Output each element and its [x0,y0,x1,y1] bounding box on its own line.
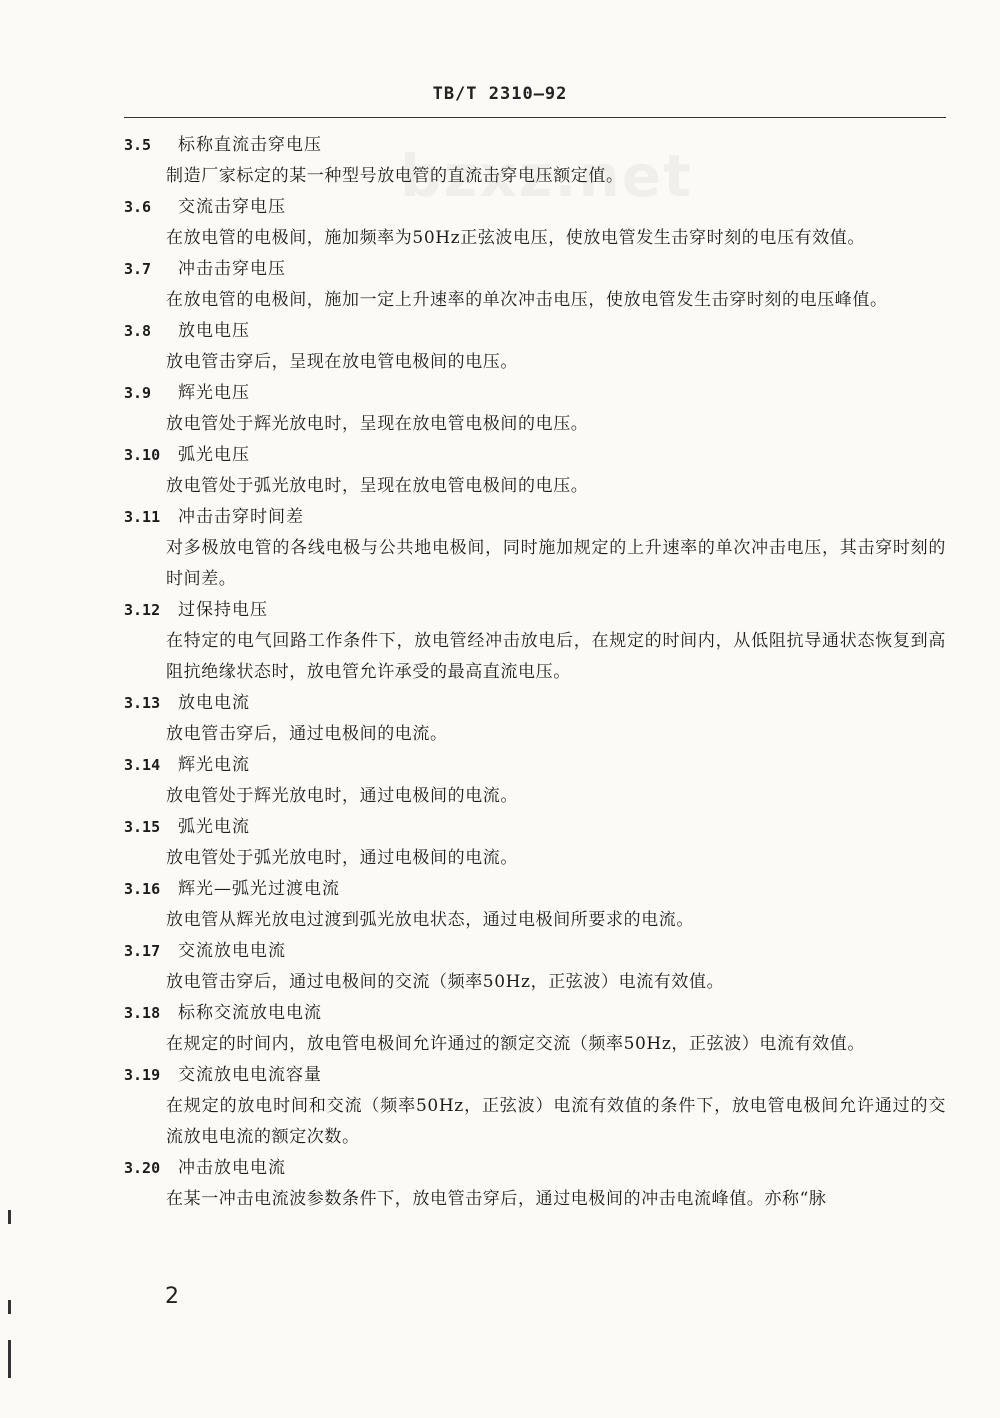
entry-number: 3.18 [124,1004,161,1022]
definition-entry [124,936,946,998]
entry-description: 在规定的放电时间和交流（频率50Hz，正弦波）电流有效值的条件下，放电管电极间允许通过的交流放电电流的额定次数。 [166,1096,946,1147]
entry-description: 放电管处于弧光放电时，呈现在放电管电极间的电压。 [166,476,589,496]
entry-description: 制造厂家标定的某一种型号放电管的直流击穿电压额定值。 [166,166,624,186]
entry-term: 冲击放电电流 [178,1158,286,1178]
entry-term: 冲击击穿电压 [178,259,286,279]
entry-term: 交流放电电流容量 [178,1065,322,1085]
definition-entry [124,192,946,254]
definition-entry [124,874,946,936]
entry-description: 放电管击穿后，通过电极间的电流。 [166,724,448,744]
entry-description: 在特定的电气回路工作条件下，放电管经冲击放电后，在规定的时间内，从低阻抗导通状态恢复到高阻抗绝缘状态时，放电管允许承受的最高直流电压。 [166,631,946,682]
definition-entry [124,502,946,595]
entry-description: 在放电管的电极间，施加频率为50Hz正弦波电压，使放电管发生击穿时刻的电压有效值。 [166,228,866,248]
page-number: 2 [165,1284,179,1309]
entry-description: 放电管击穿后，通过电极间的交流（频率50Hz，正弦波）电流有效值。 [166,972,725,992]
entry-number: 3.10 [124,446,161,464]
scan-edge-mark [8,1210,11,1224]
entry-term: 放电电压 [178,321,250,341]
definition-entry [124,1060,946,1153]
entry-number: 3.19 [124,1066,161,1084]
entry-number: 3.7 [124,260,152,278]
entry-term: 过保持电压 [178,600,268,620]
definition-entry [124,130,946,192]
entry-term: 放电电流 [178,693,250,713]
entry-description: 放电管从辉光放电过渡到弧光放电状态，通过电极间所要求的电流。 [166,910,694,930]
entry-term: 辉光电流 [178,755,250,775]
entry-number: 3.5 [124,136,152,154]
entry-term: 弧光电压 [178,445,250,465]
entry-description: 放电管处于弧光放电时，通过电极间的电流。 [166,848,518,868]
entry-number: 3.14 [124,756,161,774]
entry-number: 3.8 [124,322,152,340]
definition-entry [124,750,946,812]
entry-number: 3.13 [124,694,161,712]
entry-number: 3.15 [124,818,161,836]
entry-term: 交流放电电流 [178,941,286,961]
entry-term: 标称直流击穿电压 [178,135,322,155]
entry-description: 在规定的时间内，放电管电极间允许通过的额定交流（频率50Hz，正弦波）电流有效值。 [166,1034,866,1054]
page-header: TB/T 2310—92 [432,84,568,104]
definition-entry [124,812,946,874]
entry-description: 在某一冲击电流波参数条件下，放电管击穿后，通过电极间的冲击电流峰值。亦称“脉 [166,1189,827,1209]
scan-edge-mark [8,1340,11,1378]
definition-entry [124,316,946,378]
entry-description: 在放电管的电极间，施加一定上升速率的单次冲击电压，使放电管发生击穿时刻的电压峰值。 [166,290,888,310]
entry-number: 3.12 [124,601,161,619]
entry-description: 放电管处于辉光放电时，通过电极间的电流。 [166,786,518,806]
entry-term: 辉光电压 [178,383,250,403]
entry-term: 辉光—弧光过渡电流 [178,879,340,899]
entry-term: 弧光电流 [178,817,250,837]
entry-term: 交流击穿电压 [178,197,286,217]
entry-number: 3.17 [124,942,161,960]
entry-description: 放电管击穿后，呈现在放电管电极间的电压。 [166,352,518,372]
definition-entry [124,1153,946,1215]
entry-description: 对多极放电管的各线电极与公共地电极间，同时施加规定的上升速率的单次冲击电压，其击穿时刻的时间差。 [166,538,946,589]
entry-number: 3.6 [124,198,152,216]
definition-entry [124,998,946,1060]
definition-entry [124,440,946,502]
definitions-list [124,130,946,1215]
definition-entry [124,378,946,440]
definition-entry [124,688,946,750]
entry-number: 3.16 [124,880,161,898]
entry-number: 3.20 [124,1159,161,1177]
entry-description: 放电管处于辉光放电时，呈现在放电管电极间的电压。 [166,414,589,434]
entry-number: 3.11 [124,508,161,526]
scan-edge-mark [8,1300,11,1314]
entry-term: 标称交流放电电流 [178,1003,322,1023]
entry-term: 冲击击穿时间差 [178,507,304,527]
definition-entry [124,595,946,688]
header-rule [124,117,946,118]
definition-entry [124,254,946,316]
entry-number: 3.9 [124,384,152,402]
